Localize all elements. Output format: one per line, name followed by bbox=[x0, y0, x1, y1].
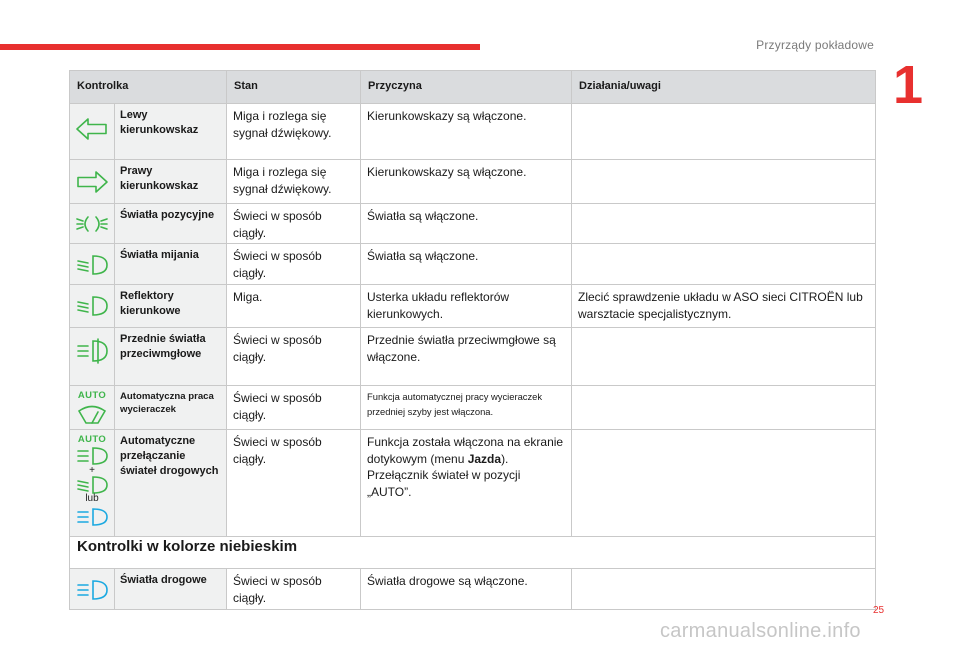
row-icon-cell bbox=[70, 244, 115, 285]
indicator-state: Świeci w sposób ciągły. bbox=[227, 386, 361, 430]
cause-text-line2: Przełącznik świateł w pozycji „AUTO”. bbox=[367, 468, 521, 499]
section-heading: Kontrolki w kolorze niebieskim bbox=[70, 537, 876, 569]
table-header-row bbox=[70, 71, 876, 104]
front-fog-lights-icon bbox=[75, 338, 109, 364]
indicator-name: Automatyczna praca wycieraczek bbox=[115, 386, 227, 430]
watermark: carmanualsonline.info bbox=[660, 620, 861, 642]
auto-label: AUTO bbox=[77, 434, 107, 445]
indicator-name: Przednie światła przeciwmgłowe bbox=[115, 328, 227, 386]
or-label: lub bbox=[85, 492, 99, 504]
table-row bbox=[70, 328, 876, 386]
indicator-state: Miga i rozlega się sygnał dźwiękowy. bbox=[227, 160, 361, 204]
left-turn-arrow-icon bbox=[75, 117, 109, 141]
right-turn-arrow-icon bbox=[75, 170, 109, 194]
indicator-state: Miga i rozlega się sygnał dźwiękowy. bbox=[227, 104, 361, 160]
indicator-action bbox=[572, 160, 876, 204]
warning-lights-table bbox=[69, 70, 876, 610]
cause-text: Funkcja została włączona na ekranie dotykowym (menu bbox=[367, 435, 564, 466]
table-row bbox=[70, 160, 876, 204]
indicator-cause: Usterka układu reflektorów kierunkowych. bbox=[361, 285, 572, 328]
indicator-state: Świeci w sposób ciągły. bbox=[227, 430, 361, 537]
indicator-cause bbox=[361, 430, 572, 537]
menu-name: Jazda bbox=[467, 451, 502, 466]
indicator-state: Świeci w sposób ciągły. bbox=[227, 204, 361, 244]
table-row bbox=[70, 569, 876, 610]
indicator-name: Światła pozycyjne bbox=[115, 204, 227, 244]
row-icon-cell bbox=[70, 386, 115, 430]
row-icon-cell bbox=[70, 204, 115, 244]
indicator-action: Zlecić sprawdzenie układu w ASO sieci CITROËN lub warsztacie specjalistycznym. bbox=[572, 285, 876, 328]
indicator-state: Świeci w sposób ciągły. bbox=[227, 244, 361, 285]
table-row bbox=[70, 204, 876, 244]
table-row bbox=[70, 285, 876, 328]
dipped-beam-small-icon bbox=[75, 476, 109, 494]
indicator-action bbox=[572, 430, 876, 537]
row-icon-cell bbox=[70, 104, 115, 160]
indicator-cause: Przednie światła przeciwmgłowe są włączone. bbox=[361, 328, 572, 386]
column-header-indicator: Kontrolka bbox=[70, 71, 227, 104]
directional-headlamp-icon bbox=[75, 295, 109, 317]
cause-text-end: ). bbox=[501, 451, 509, 466]
high-beam-blue-icon bbox=[75, 508, 109, 526]
column-header-cause: Przyczyna bbox=[361, 71, 572, 104]
row-icon-cell bbox=[70, 569, 115, 610]
indicator-action bbox=[572, 386, 876, 430]
indicator-action bbox=[572, 328, 876, 386]
row-icon-cell bbox=[70, 328, 115, 386]
table-row bbox=[70, 244, 876, 285]
indicator-cause: Funkcja automatycznej pracy wycieraczek przedniej szyby jest włączona. bbox=[361, 386, 572, 430]
indicator-name: Prawy kierunkowskaz bbox=[115, 160, 227, 204]
table-row bbox=[70, 430, 876, 537]
plus-sign: + bbox=[89, 464, 95, 476]
indicator-name: Reflektory kierunkowe bbox=[115, 285, 227, 328]
column-header-action: Działania/uwagi bbox=[572, 71, 876, 104]
indicator-action bbox=[572, 104, 876, 160]
auto-wiper-icon bbox=[76, 403, 108, 427]
indicator-state: Świeci w sposób ciągły. bbox=[227, 328, 361, 386]
chapter-number: 1 bbox=[893, 55, 924, 115]
row-icon-cell bbox=[70, 430, 115, 537]
indicator-name: Lewy kierunkowskaz bbox=[115, 104, 227, 160]
position-lights-icon bbox=[74, 214, 110, 234]
indicator-state: Świeci w sposób ciągły. bbox=[227, 569, 361, 610]
dipped-beam-icon bbox=[75, 254, 109, 276]
indicator-action bbox=[572, 244, 876, 285]
indicator-cause: Kierunkowskazy są włączone. bbox=[361, 104, 572, 160]
section-heading-row bbox=[70, 537, 876, 569]
table-row bbox=[70, 386, 876, 430]
table-row bbox=[70, 104, 876, 160]
auto-high-beam-icon bbox=[75, 447, 109, 465]
indicator-cause: Światła drogowe są włączone. bbox=[361, 569, 572, 610]
row-icon-cell bbox=[70, 285, 115, 328]
section-title: Przyrządy pokładowe bbox=[756, 38, 874, 52]
indicator-state: Miga. bbox=[227, 285, 361, 328]
indicator-action bbox=[572, 569, 876, 610]
indicator-cause: Kierunkowskazy są włączone. bbox=[361, 160, 572, 204]
column-header-state: Stan bbox=[227, 71, 361, 104]
indicator-name: Automatyczne przełączanie świateł drogowych bbox=[115, 430, 227, 537]
indicator-name: Światła drogowe bbox=[115, 569, 227, 610]
header-accent-bar bbox=[0, 44, 480, 50]
auto-label: AUTO bbox=[77, 390, 107, 401]
indicator-action bbox=[572, 204, 876, 244]
row-icon-cell bbox=[70, 160, 115, 204]
indicator-name: Światła mijania bbox=[115, 244, 227, 285]
high-beam-icon bbox=[75, 579, 109, 601]
page-number: 25 bbox=[873, 605, 885, 616]
indicator-cause: Światła są włączone. bbox=[361, 244, 572, 285]
indicator-cause: Światła są włączone. bbox=[361, 204, 572, 244]
